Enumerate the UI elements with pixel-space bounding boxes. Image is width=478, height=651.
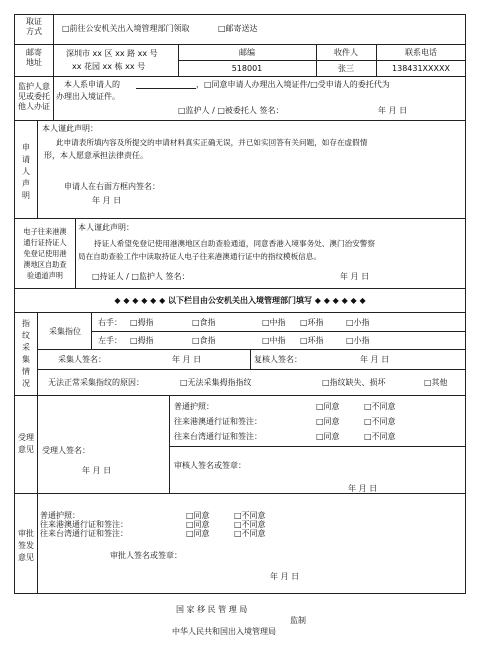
declaration-signature-prompt: 申请人在右面方框内签名：	[64, 182, 160, 191]
approve-tw-disagree[interactable]: □不同意	[234, 529, 266, 538]
acceptance-reviewer-date: 年 月 日	[348, 484, 378, 493]
finger-positions-label: 采集指位	[49, 327, 81, 336]
reason-other-checkbox[interactable]: □其他	[424, 378, 448, 387]
mail-recipient-value: 张三	[338, 64, 354, 73]
mail-zip-header: 邮编	[239, 48, 255, 57]
approval-section	[14, 493, 466, 594]
guardian-line2: 办理出入境证件。	[56, 92, 120, 101]
left-thumb-checkbox[interactable]: □拇指	[130, 336, 154, 345]
right-thumb-checkbox[interactable]: □拇指	[130, 318, 154, 327]
accept-tw-agree[interactable]: □同意	[316, 432, 340, 441]
fingerprint-label: 指 纹 采 集 情 况	[22, 319, 30, 388]
left-index-checkbox[interactable]: □食指	[192, 336, 216, 345]
approve-hk-agree[interactable]: □同意	[186, 520, 210, 529]
pickup-option-office[interactable]: □前往公安机关出入境管理部门领取	[62, 24, 190, 33]
collector-date: 年 月 日	[172, 355, 202, 364]
exemption-signature[interactable]: □持证人 / □监护人 签名：	[92, 272, 190, 281]
official-use-banner: ◆ ◆ ◆ ◆ ◆ ◆ 以下栏目由公安机关出入境管理部门填写 ◆ ◆ ◆ ◆ ◆ ◆	[114, 296, 366, 305]
accept-tw-disagree[interactable]: □不同意	[364, 432, 396, 441]
reason-no-thumb-checkbox[interactable]: □无法采集拇指指纹	[180, 378, 252, 387]
guardian-line1: 本人系申请人的	[64, 80, 120, 89]
accept-hk-agree[interactable]: □同意	[316, 417, 340, 426]
left-hand-label: 左手：	[98, 336, 122, 345]
declaration-body-2: 形，本人愿意承担法律责任。	[44, 151, 148, 160]
fingerprint-failure-reason-label: 无法正常采集指纹的原因：	[48, 378, 144, 387]
accept-tw-label: 往来台湾通行证和签注：	[174, 432, 262, 441]
right-index-checkbox[interactable]: □食指	[192, 318, 216, 327]
accept-hk-disagree[interactable]: □不同意	[364, 417, 396, 426]
approve-tw-agree[interactable]: □同意	[186, 529, 210, 538]
reason-missing-checkbox[interactable]: □指纹缺失、损坏	[322, 378, 386, 387]
reviewer-signature[interactable]: 复核人签名：	[254, 355, 302, 364]
guardian-relationship-field[interactable]	[136, 80, 196, 89]
accept-passport-agree[interactable]: □同意	[316, 402, 340, 411]
acceptance-review-divider	[170, 446, 466, 447]
left-little-checkbox[interactable]: □小指	[346, 336, 370, 345]
declaration-heading: 本人谨此声明：	[42, 124, 98, 133]
mail-label: 邮寄 地址	[26, 48, 42, 67]
approve-passport-label: 普通护照：	[40, 511, 80, 520]
guardian-signature[interactable]: □监护人 / □被委托人 签名：	[178, 106, 284, 115]
approver-date: 年 月 日	[270, 572, 300, 581]
exemption-body-1: 持证人希望免登记使用港澳地区自助查验通道，同意香港入境事务处、澳门治安警察	[94, 239, 375, 248]
right-middle-checkbox[interactable]: □中指	[262, 318, 286, 327]
right-ring-checkbox[interactable]: □环指	[300, 318, 324, 327]
exemption-label: 电子往来港澳 通行证持证人 免登记使用港 澳地区自助查 验通道声明	[23, 227, 67, 280]
exemption-date: 年 月 日	[340, 272, 370, 281]
left-ring-checkbox[interactable]: □环指	[300, 336, 324, 345]
right-little-checkbox[interactable]: □小指	[346, 318, 370, 327]
right-hand-label: 右手：	[98, 318, 122, 327]
footer-issuer: 国 家 移 民 管 理 局	[176, 605, 248, 614]
mail-zip-value: 518001	[231, 64, 263, 73]
mail-phone-value: 138431XXXXX	[392, 64, 450, 73]
footer-supervised: 监制	[290, 616, 306, 625]
accept-hk-label: 往来港澳通行证和签注：	[174, 417, 262, 426]
acceptance-person-signature[interactable]: 受理人签名：	[42, 446, 90, 455]
approve-passport-agree[interactable]: □同意	[186, 511, 210, 520]
acceptance-reviewer-signature[interactable]: 审核人签名或签章：	[174, 461, 246, 470]
footer-authority: 中华人民共和国出入境管理局	[172, 627, 276, 636]
pickup-option-mail[interactable]: □邮寄送达	[218, 24, 258, 33]
mail-phone-header: 联系电话	[405, 48, 437, 57]
accept-passport-label: 普通护照：	[174, 402, 214, 411]
accept-passport-disagree[interactable]: □不同意	[364, 402, 396, 411]
acceptance-person-date: 年 月 日	[82, 466, 112, 475]
approve-hk-label: 往来港澳通行证和签注：	[40, 520, 128, 529]
acceptance-left-cell	[38, 395, 170, 494]
declaration-body-1: 此申请表所填内容及所提交的申请材料真实正确无误，并已如实回答有关问题，如存在虚假情	[56, 138, 368, 147]
mail-address-line2: xx 花园 xx 栋 xx 号	[72, 62, 146, 71]
guardian-date: 年 月 日	[378, 106, 408, 115]
collector-signature[interactable]: 采集人签名：	[58, 355, 106, 364]
exemption-heading: 本人谨此声明：	[78, 223, 134, 232]
acceptance-label: 受理 意见	[18, 433, 34, 454]
approval-label: 审批 签发 意见	[18, 529, 34, 562]
guardian-line1-cont: ，□同意申请人办理出入境证件/□受申请人的委托代为	[196, 80, 390, 89]
finger-signature-divider	[250, 350, 251, 370]
mail-mid-line	[178, 60, 466, 61]
declaration-signature-box[interactable]	[206, 160, 460, 214]
reviewer-date: 年 月 日	[360, 355, 390, 364]
declaration-date: 年 月 日	[92, 196, 122, 205]
approve-hk-disagree[interactable]: □不同意	[234, 520, 266, 529]
approver-signature[interactable]: 审批人签名或签章：	[110, 551, 182, 560]
mail-address-line1: 深圳市 xx 区 xx 路 xx 号	[66, 49, 158, 58]
guardian-label: 监护人意 见或委托 他人办证	[18, 82, 50, 111]
mail-recipient-header: 收件人	[334, 48, 358, 57]
finger-right-left-divider	[92, 331, 466, 332]
pickup-label: 取证 方式	[26, 17, 42, 36]
exemption-body-2: 局在自助查验工作中读取持证人电子往来港澳通行证中的指纹模板信息。	[78, 252, 321, 261]
left-middle-checkbox[interactable]: □中指	[262, 336, 286, 345]
approve-passport-disagree[interactable]: □不同意	[234, 511, 266, 520]
declaration-label: 申 请 人 声 明	[22, 143, 30, 200]
approve-tw-label: 往来台湾通行证和签注：	[40, 529, 128, 538]
